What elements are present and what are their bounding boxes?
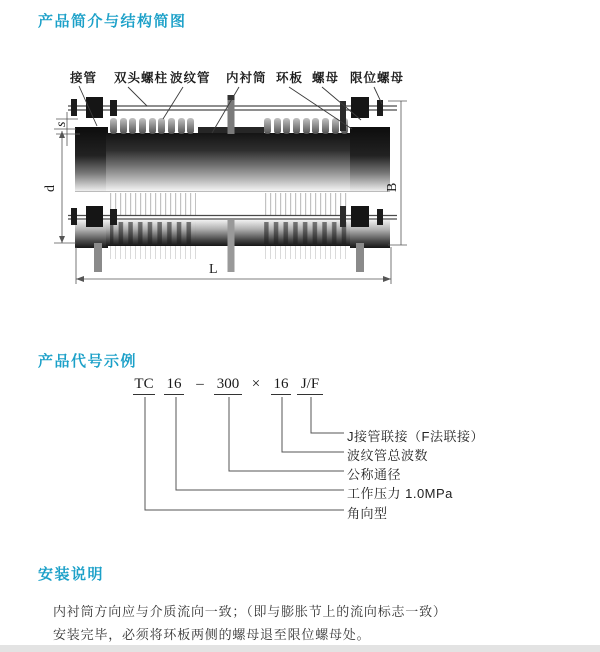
label-luomu: 螺母	[312, 71, 340, 85]
label-shuangtou: 双头螺柱	[114, 71, 169, 85]
code-segment-waves: 16	[271, 376, 291, 395]
section-title-intro: 产品简介与结构简图	[38, 13, 187, 30]
label-neichentong: 内衬筒	[226, 71, 267, 85]
dim-label-d: d	[43, 185, 58, 192]
label-xianwei: 限位螺母	[350, 71, 405, 85]
dim-label-b: B	[385, 182, 400, 192]
install-text-line-1: 内衬筒方向应与介质流向一致；（即与膨胀节上的流向标志一致）	[53, 604, 447, 619]
code-segment-times: ×	[251, 376, 261, 392]
dim-d	[43, 129, 76, 243]
section-title-code: 产品代号示例	[38, 353, 138, 370]
code-connector-lines	[145, 397, 344, 510]
label-huanban: 环板	[276, 71, 304, 85]
code-segment-dash: –	[196, 376, 204, 392]
code-segment-connection: J/F	[297, 376, 323, 395]
install-text-line-2: 安装完毕，必须将环板两侧的螺母退至限位螺母处。	[53, 627, 371, 642]
code-segment-pressure: 16	[164, 376, 184, 395]
tie-rod-bottom	[68, 216, 397, 220]
label-bowenguan: 波纹管	[170, 71, 211, 85]
code-annotation-type: 角向型	[347, 506, 388, 521]
code-annotation-pressure: 工作压力 1.0MPa	[347, 486, 453, 501]
code-segment-diameter: 300	[214, 376, 242, 395]
code-annotation-diameter: 公称通径	[347, 467, 402, 482]
label-jieguan: 接管	[70, 71, 98, 85]
code-annotation-waves: 波纹管总波数	[347, 448, 429, 463]
page-edge-strip	[0, 645, 600, 652]
section-title-install: 安装说明	[38, 566, 105, 583]
body-upper	[75, 127, 390, 192]
part-labels	[69, 70, 404, 85]
code-segment-type: TC	[133, 376, 155, 395]
dim-label-l: L	[209, 262, 218, 277]
dim-label-s: s	[54, 121, 69, 127]
code-annotation-connection: J接管联接（F法联接）	[347, 429, 484, 444]
